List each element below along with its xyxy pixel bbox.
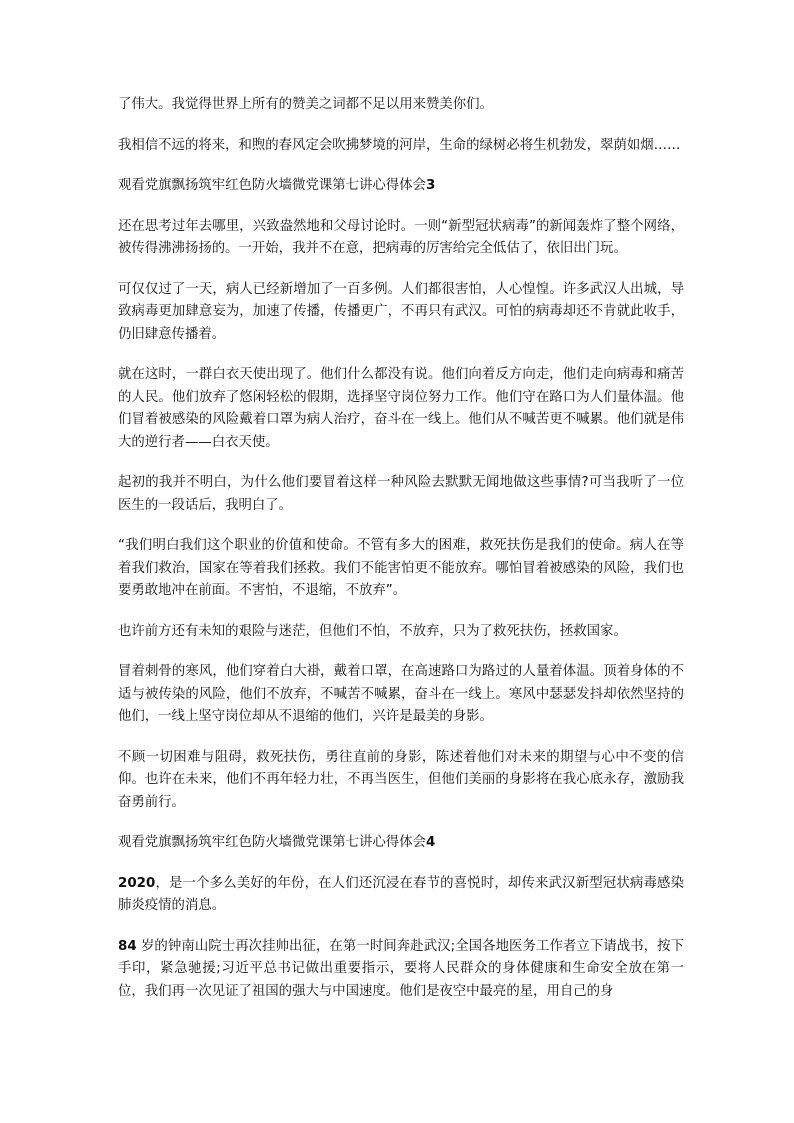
heading-number: 4: [425, 835, 436, 850]
paragraph: 冒着刺骨的寒风，他们穿着白大褂，戴着口罩，在高速路口为路过的人量着体温。顶着身体的不适与被传染的风险，他们不放弃，不喊苦不喊累，奋斗在一线上。寒风中瑟瑟发抖却依然坚持的他们，一线上坚守岗位却从不退缩的他们，兴许是最美的身影。: [118, 664, 684, 724]
heading-number: 3: [425, 178, 436, 193]
quote-paragraph: “我们明白我们这个职业的价值和使命。不管有多大的困难，救死扶伤是我们的使命。病人在等着我们救治，国家在等着我们拯救。我们不能害怕更不能放弃。哪怕冒着被感染的风险，我们也要勇敢地冲在前面。不害怕，不退缩，不放弃”。: [118, 538, 684, 598]
year-number: 2020: [118, 875, 156, 891]
paragraph: 也许前方还有未知的艰险与迷茫，但他们不怕，不放弃，只为了救死扶伤，拯救国家。: [118, 623, 627, 639]
section-heading: [118, 175, 684, 198]
paragraph: 不顾一切困难与阻碍，救死扶伤，勇往直前的身影，陈述着他们对未来的期望与心中不变的信仰。也许在未来，他们不再年轻力壮，不再当医生，但他们美丽的身影将在我心底永存，激励我奋勇前行。: [118, 749, 684, 810]
paragraph: 可仅仅过了一天，病人已经新增加了一百多例。人们都很害怕，人心惶惶。许多武汉人出城，导致病毒更加肆意妄为，加速了传播，传播更广，不再只有武汉。可怕的病毒却还不肯就此收手，仍旧肆意传播着。: [118, 281, 684, 342]
age-number: 84: [118, 938, 137, 954]
document-page: [118, 94, 684, 1021]
paragraph: 还在思考过年去哪里，兴致盎然地和父母讨论时。一则“新型冠状病毒”的新闻轰炸了整个网络，被传得沸沸扬扬的。一开始，我并不在意，把病毒的厉害给完全低估了，依旧出门玩。: [118, 218, 684, 256]
paragraph-text: 岁的钟南山院士再次挂帅出征，在第一时间奔赴武汉;全国各地医务工作者立下请战书，按下手印，紧急驰援;习近平总书记做出重要指示，要将人民群众的身体健康和生命安全放在第一位，我们再一次见证了祖国的强大与中国速度。他们是夜空中最亮的星，用自己的身: [118, 938, 684, 999]
paragraph: 我相信不远的将来，和煦的春风定会吹拂梦境的河岸，生命的绿树必将生机勃发，翠荫如烟……: [118, 137, 681, 153]
paragraph: 了伟大。我觉得世界上所有的赞美之词都不足以用来赞美你们。: [118, 97, 493, 112]
paragraph: [118, 873, 684, 918]
heading-text: 观看党旗飘扬筑牢红色防火墙微党课第七讲心得体会: [118, 178, 426, 193]
paragraph-text: ，是一个多么美好的年份，在人们还沉浸在春节的喜悦时，却传来武汉新型冠状病毒感染肺炎疫情的消息。: [118, 875, 684, 913]
paragraph: 起初的我并不明白，为什么他们要冒着这样一种风险去默默无闻地做这些事情?可当我听了一位医生的一段话后，我明白了。: [118, 475, 684, 513]
paragraph: [118, 936, 684, 1004]
paragraph: 就在这时，一群白衣天使出现了。他们什么都没有说。他们向着反方向走，他们走向病毒和痛苦的人民。他们放弃了悠闲轻松的假期，选择坚守岗位努力工作。他们守在路口为人们量体温。他们冒着被感染的风险戴着口罩为病人治疗，奋斗在一线上。他们从不喊苦更不喊累。他们就是伟大的逆行者——白衣天使。: [118, 367, 684, 450]
section-heading: [118, 832, 684, 855]
heading-text: 观看党旗飘扬筑牢红色防火墙微党课第七讲心得体会: [118, 835, 426, 850]
